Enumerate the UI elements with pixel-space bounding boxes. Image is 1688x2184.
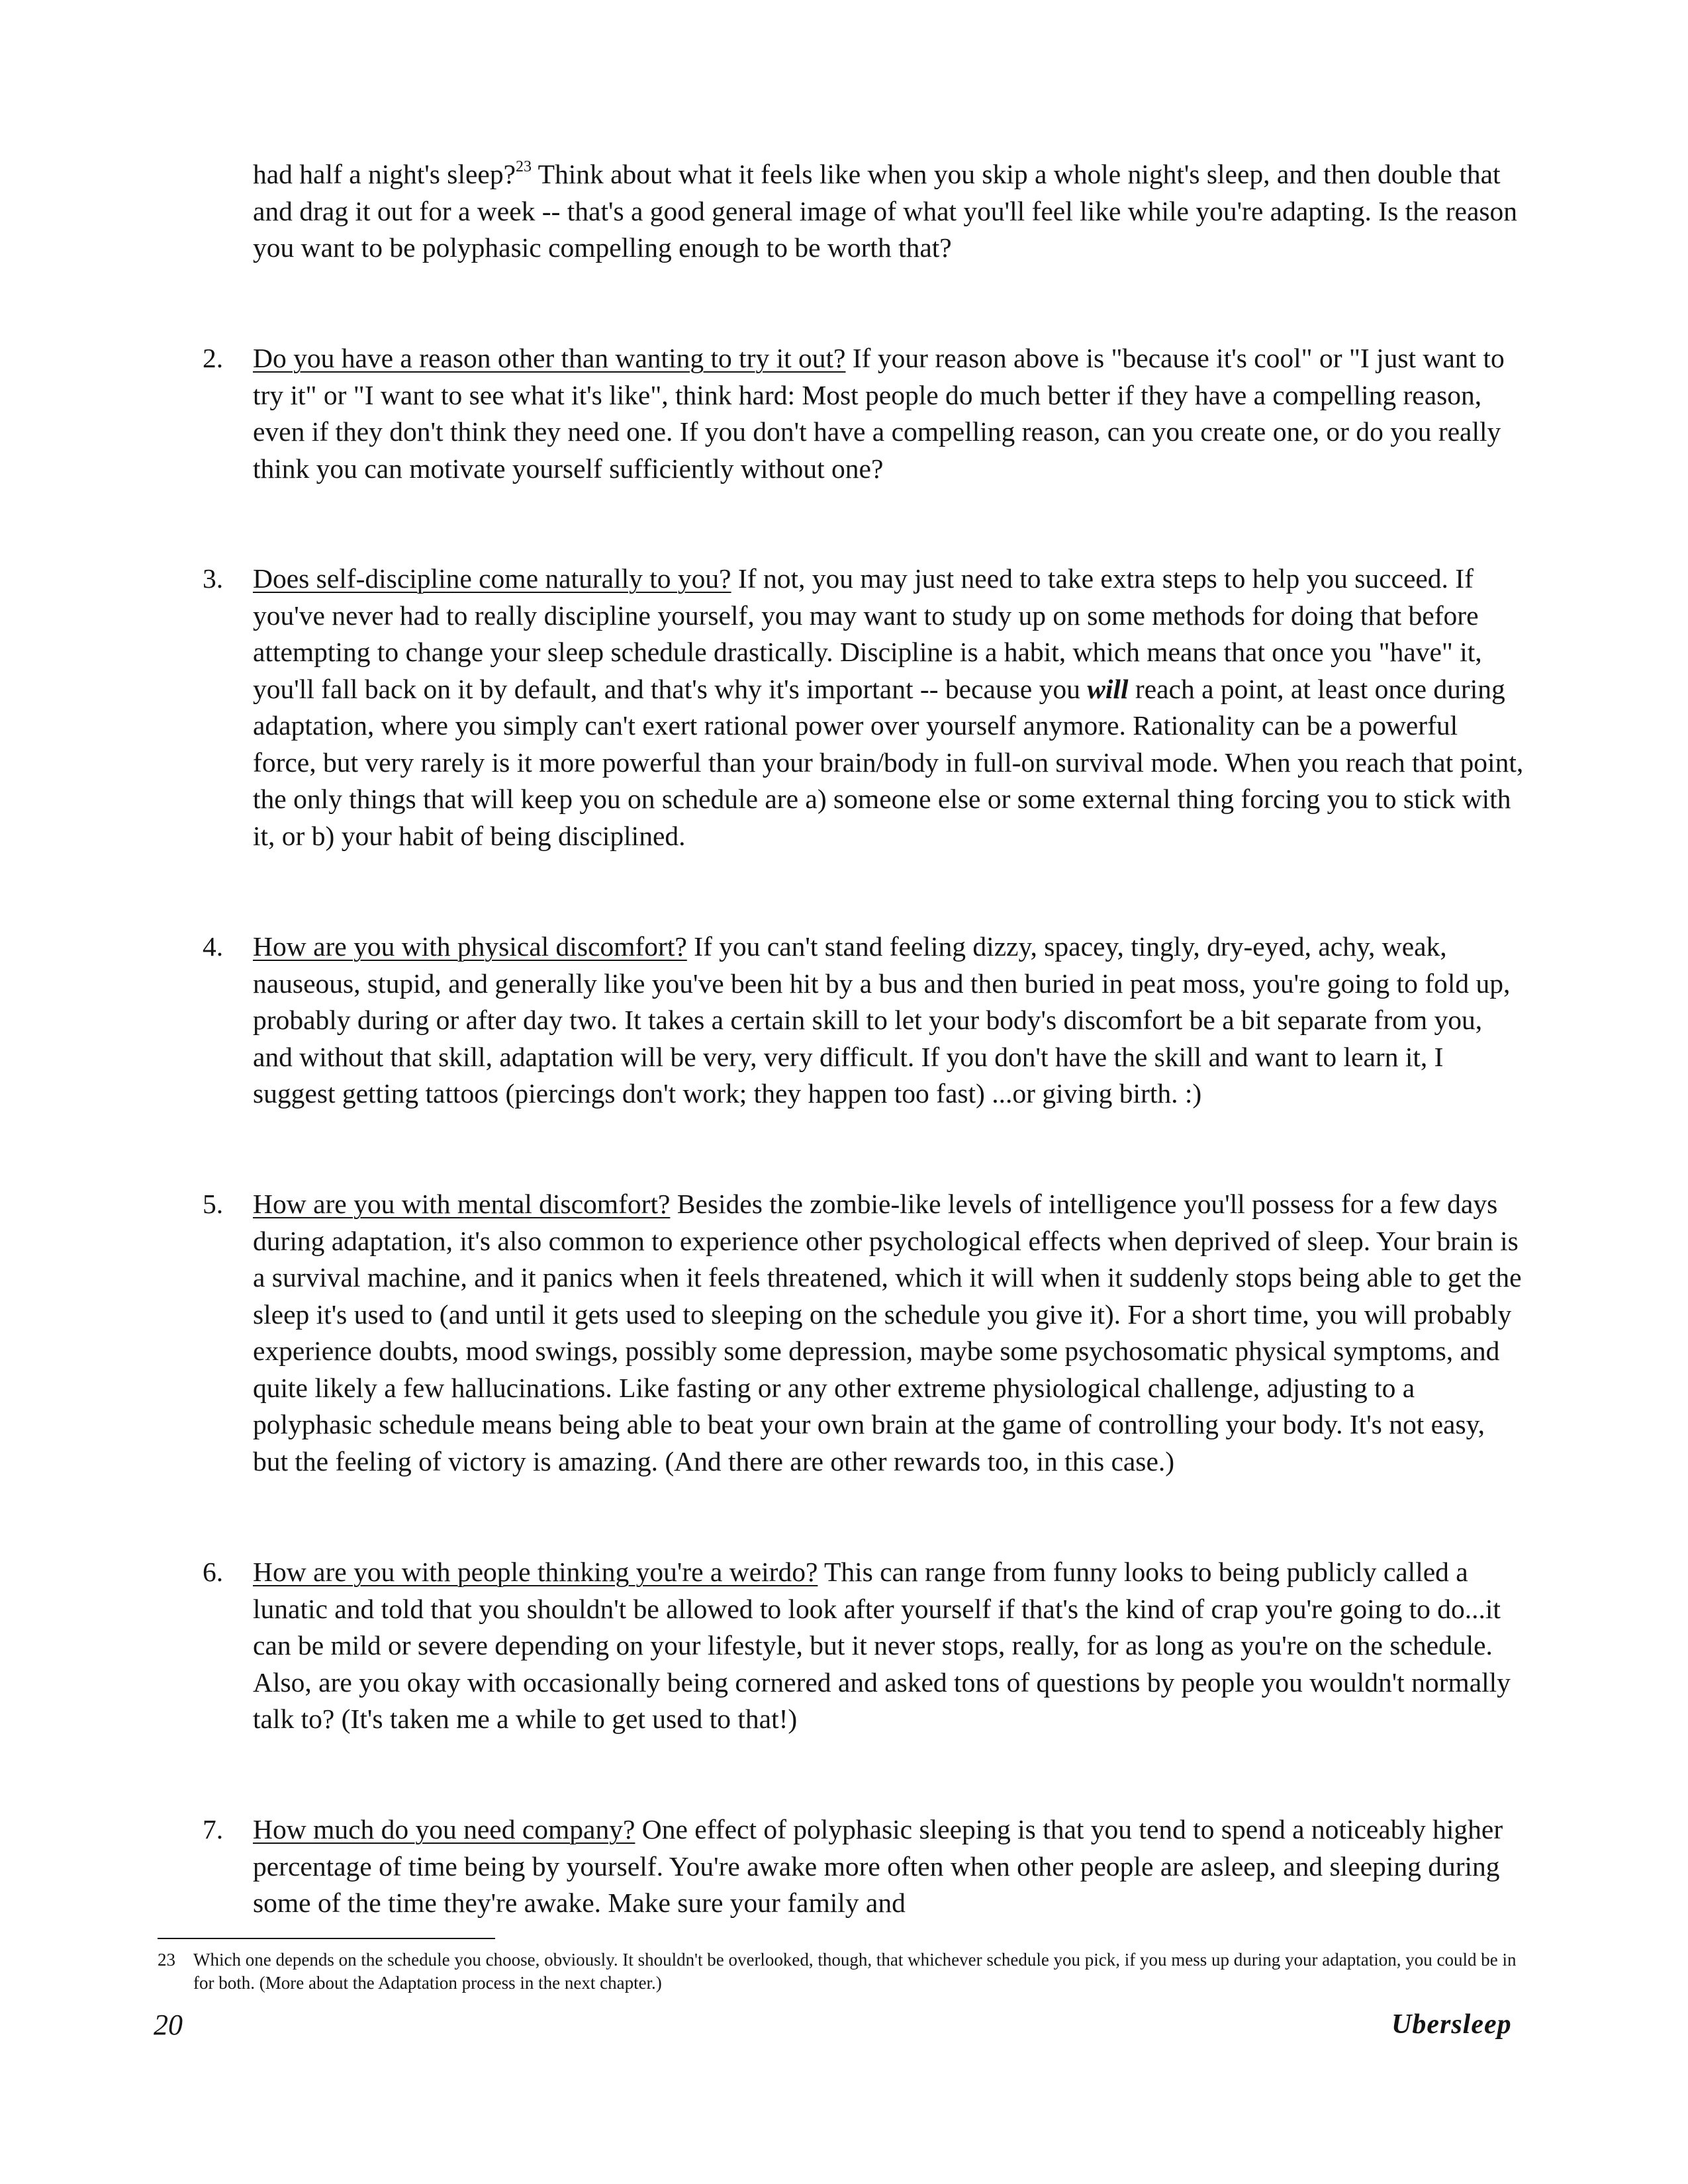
emphasis-text: will: [1087, 673, 1129, 704]
footnote-number: 23: [158, 1950, 175, 1970]
item-text-start: If not, you may just need to take extra steps to help you succeed. If you've never had to really discipline yourself, you may want to study up on some methods for doing that before attempting to change your sleep schedule drastically. Discipline is a habit, which means that once you "have" it, you'll fall back on it by default, and that's why it's important -- because you: [253, 563, 1482, 704]
item-question: How are you with physical discomfort?: [253, 931, 687, 962]
list-item-6: [203, 1554, 1524, 1738]
item-text: Besides the zombie-like levels of intelligence you'll possess for a few days during adaptation, it's also common to experience other psychological effects when deprived of sleep. Your brain is a survival machine, and it panics when it feels threatened, which it will when it suddenly stops being able to get the sleep it's used to (and until it gets used to sleeping on the schedule you give it). For a short time, you will probably experience doubts, mood swings, possibly some depression, maybe some psychosomatic physical symptoms, and quite likely a few hallucinations. Like fasting or any other extreme physiological challenge, adjusting to a polyphasic schedule means being able to beat your own brain at the game of controlling your body. It's not easy, but the feeling of victory is amazing. (And there are other rewards too, in this case.): [253, 1189, 1522, 1477]
item-number: 7.: [203, 1814, 224, 1844]
list-item-2: [203, 340, 1524, 487]
list-item-4: [203, 929, 1524, 1113]
item-question: Do you have a reason other than wanting to try it out?: [253, 343, 846, 373]
continued-paragraph: [253, 156, 1524, 267]
item-question: How are you with mental discomfort?: [253, 1189, 671, 1219]
list-item-7: [203, 1811, 1524, 1922]
item-text: If you can't stand feeling dizzy, spacey, tingly, dry-eyed, achy, weak, nauseous, stupid, and generally like you've been hit by a bus and then buried in peat moss, you're going to fold up, probably during or after day two. It takes a certain skill to let your body's discomfort be a bit separate from you, and without that skill, adaptation will be very, very difficult. If you don't have the skill and want to learn it, I suggest getting tattoos (piercings don't work; they happen too fast) ...or giving birth. :): [253, 931, 1511, 1109]
item-number: 3.: [203, 563, 224, 594]
paragraph-text-rest: Think about what it feels like when you skip a whole night's sleep, and then double that and drag it out for a week -- that's a good general image of what you'll feel like while you're adapting. Is the reason you want to be polyphasic compelling enough to be worth that?: [253, 159, 1518, 263]
item-question: Does self-discipline come naturally to you?: [253, 563, 731, 594]
paragraph-text-start: had half a night's sleep?: [253, 159, 516, 189]
item-number: 2.: [203, 343, 224, 373]
item-text-rest: reach a point, at least once during adaptation, where you simply can't exert rational power over yourself anymore. Rationality can be a powerful force, but very rarely is it more powerful than your brain/body in full-on survival mode. When you reach that point, the only things that will keep you on schedule are a) someone else or some external thing forcing you to stick with it, or b) your habit of being disciplined.: [253, 673, 1524, 851]
item-question: How are you with people thinking you're a weirdo?: [253, 1557, 818, 1587]
footnote: [158, 1948, 1534, 1995]
item-text: If your reason above is "because it's cool" or "I just want to try it" or "I want to see what it's like", think hard: Most people do much better if they have a compelling reason, even if they don't think they need one. If you don't have a compelling reason, can you create one, or do you really think you can motivate yourself sufficiently without one?: [253, 343, 1505, 484]
page-number: 20: [154, 2009, 183, 2041]
footnote-divider: [158, 1938, 495, 1939]
item-text: This can range from funny looks to being publicly called a lunatic and told that you shouldn't be allowed to look after yourself if that's the kind of crap you're going to do...it can be mild or severe depending on your lifestyle, but it never stops, really, for as long as you're on the schedule. Also, are you okay with occasionally being cornered and asked tons of questions by people you wouldn't normally talk to? (It's taken me a while to get used to that!): [253, 1557, 1511, 1734]
list-item-5: [203, 1186, 1524, 1480]
item-question: How much do you need company?: [253, 1814, 635, 1844]
item-text: One effect of polyphasic sleeping is that you tend to spend a noticeably higher percentage of time being by yourself. You're awake more often when other people are asleep, and sleeping during some of the time they're awake. Make sure your family and: [253, 1814, 1503, 1918]
list-item-3: [203, 561, 1524, 854]
item-number: 6.: [203, 1557, 224, 1587]
brand-logo-text: Ubersleep: [1391, 2009, 1512, 2040]
item-number: 4.: [203, 931, 224, 962]
item-number: 5.: [203, 1189, 224, 1219]
footnote-text: Which one depends on the schedule you choose, obviously. It shouldn't be overlooked, though, that whichever schedule you pick, if you mess up during your adaptation, you could be in for both. (More about the Adaptation process in the next chapter.): [193, 1950, 1517, 1993]
footnote-reference[interactable]: 23: [516, 158, 532, 175]
